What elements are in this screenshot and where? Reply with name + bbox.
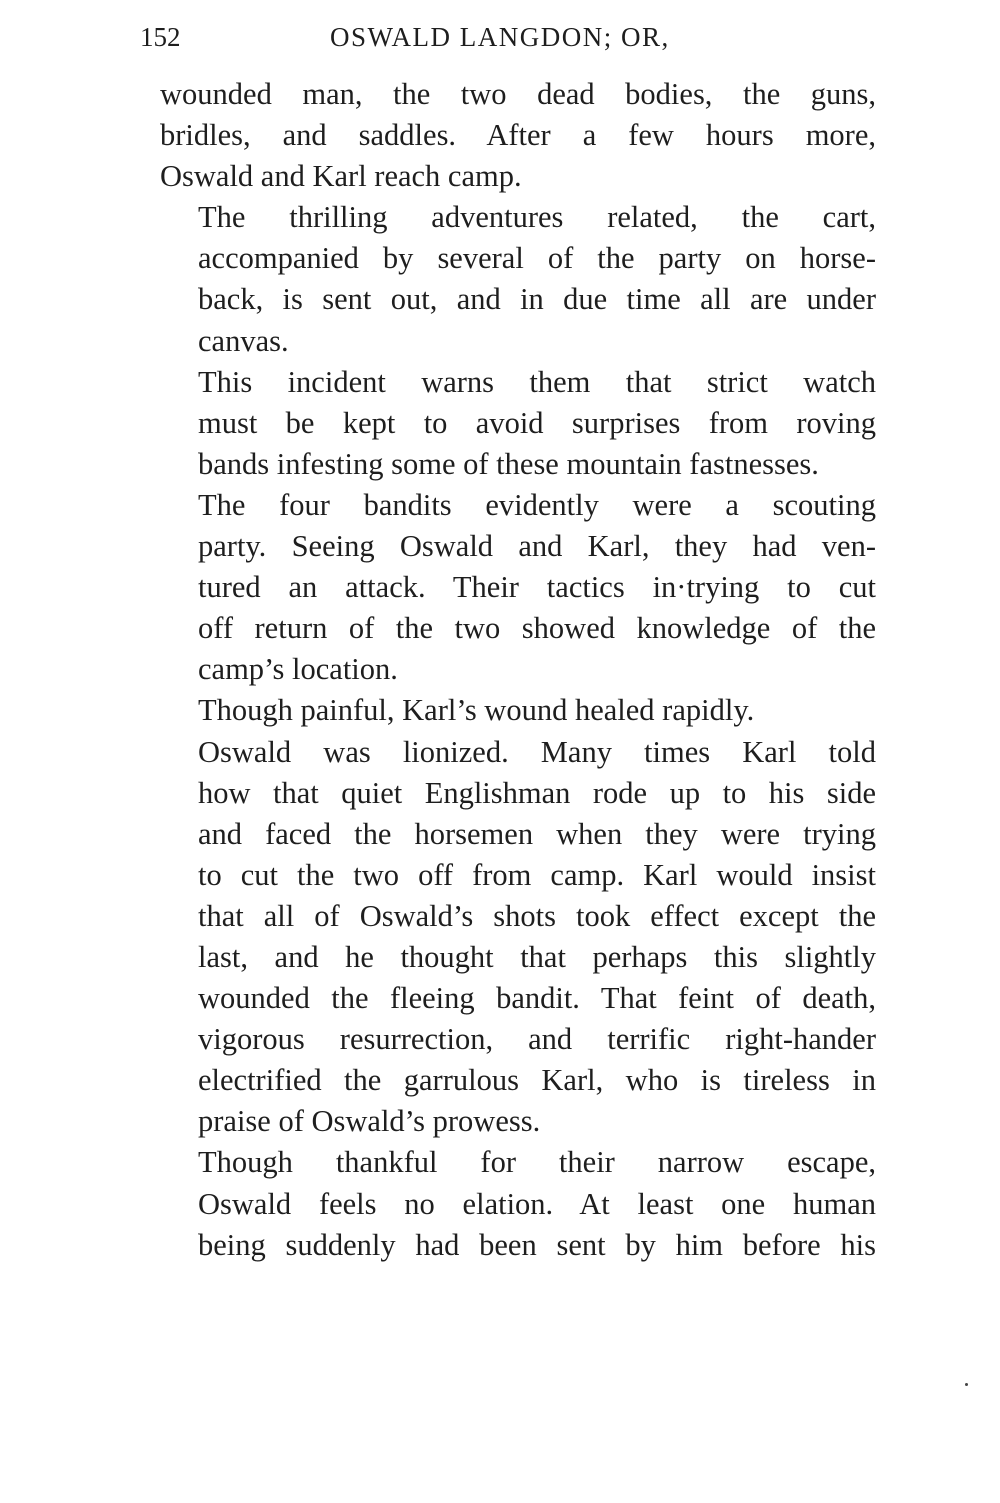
text-line: Though thankful for their narrow escape, [198,1145,876,1180]
text-line: last, and he thought that perhaps this slightly [198,939,876,974]
text-line: Though painful, Karl’s wound healed rapidly. [198,693,755,728]
paragraph [160,197,876,361]
text-line: The thrilling adventures related, the cart, [198,200,876,235]
text-line: Oswald was lionized. Many times Karl told [198,734,876,769]
text-line: canvas. [198,323,289,358]
text-line: vigorous resurrection, and terrific right-hander [198,1022,876,1057]
text-line: camp’s location. [198,652,398,687]
paragraph [160,690,876,731]
text-line: Oswald feels no elation. At least one human [198,1186,876,1221]
text-line: to cut the two off from camp. Karl would insist [198,857,876,892]
text-line: party. Seeing Oswald and Karl, they had ven- [198,529,876,564]
page-number: 152 [140,22,181,52]
text-line: This incident warns them that strict watch [198,364,876,399]
text-line: back, is sent out, and in due time all are under [198,282,876,317]
page-speck [965,1383,968,1386]
paragraph [160,362,876,485]
text-line: The four bandits evidently were a scouting [198,487,876,522]
text-line: tured an attack. Their tactics in·trying to cut [198,570,876,605]
text-line: accompanied by several of the party on horse- [198,241,876,276]
text-line: wounded the fleeing bandit. That feint of death, [198,981,876,1016]
book-page [140,18,876,1266]
text-line: electrified the garrulous Karl, who is tireless in [198,1063,876,1098]
paragraph [160,732,876,1143]
running-head [140,18,876,62]
text-line: how that quiet Englishman rode up to his side [198,775,876,810]
paragraph [160,485,876,690]
text-line: bridles, and saddles. After a few hours more, [160,118,876,153]
paragraph [160,74,876,197]
body-text [160,74,876,1266]
text-line: Oswald and Karl reach camp. [160,159,522,194]
text-line: praise of Oswald’s prowess. [198,1104,541,1139]
text-line: that all of Oswald’s shots took effect except the [198,898,876,933]
text-line: bands infesting some of these mountain fastnesses. [198,446,819,481]
text-line: off return of the two showed knowledge of the [198,611,876,646]
text-line: wounded man, the two dead bodies, the guns, [160,77,876,111]
text-line: and faced the horsemen when they were trying [198,816,876,851]
text-line: being suddenly had been sent by him before his [198,1227,876,1262]
running-title: OSWALD LANGDON; OR, [330,22,670,52]
text-line: must be kept to avoid surprises from roving [198,405,876,440]
paragraph [160,1142,876,1265]
